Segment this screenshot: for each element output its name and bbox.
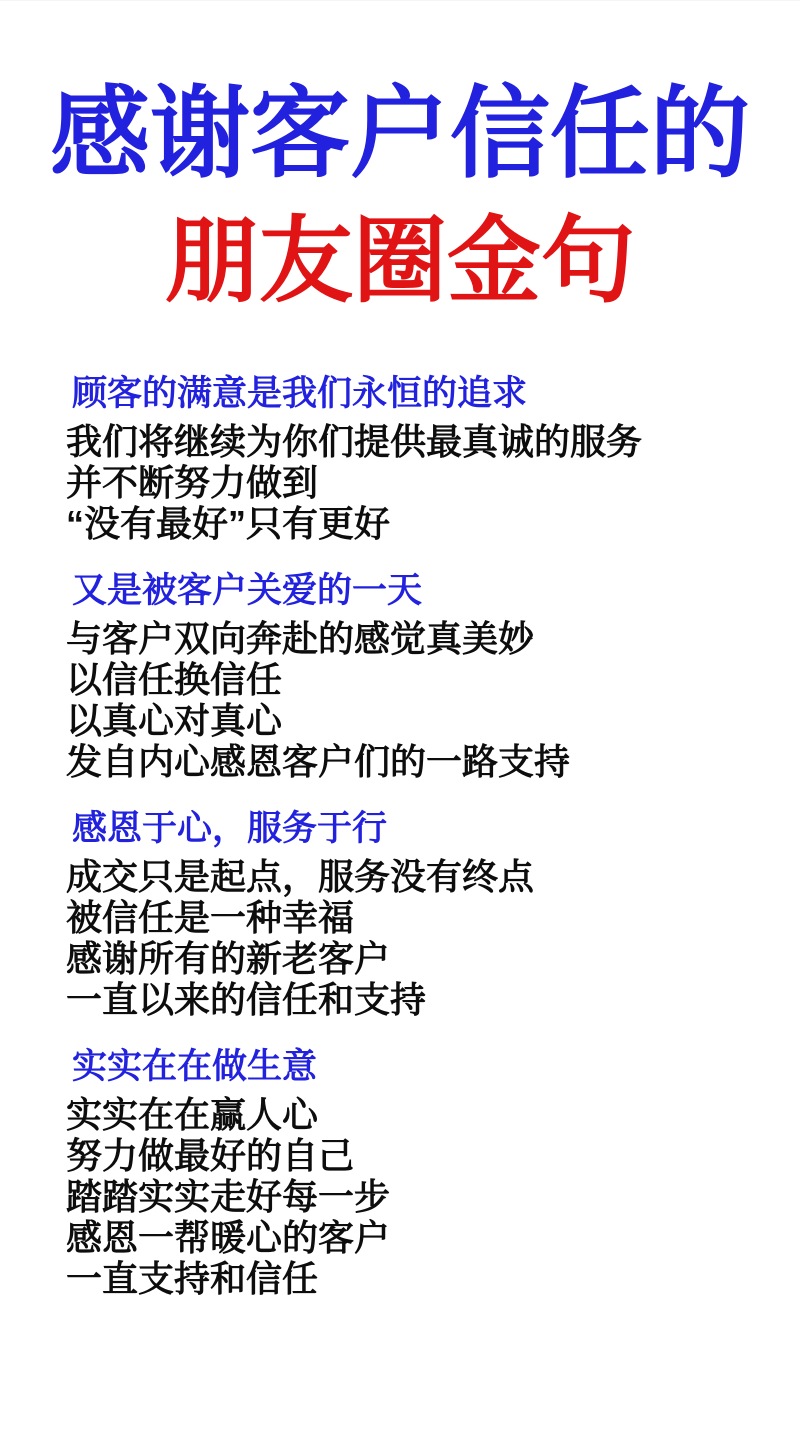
body-line: 被信任是一种幸福 [66,897,355,938]
body-line: 一直支持和信任 [66,1258,319,1299]
body-line: 以真心对真心 [66,700,283,741]
section-gratitude-service [66,808,770,1020]
section-customer-care [66,570,770,782]
section-customer-satisfaction [66,373,770,544]
body-line: “没有最好”只有更好 [66,503,391,544]
body-line: 以信任换信任 [66,659,283,700]
poster-title-primary: 感谢客户信任的 [50,78,750,190]
body-line: 与客户双向奔赴的感觉真美妙 [66,618,535,659]
body-line: 一直以来的信任和支持 [66,979,427,1020]
body-line: 实实在在赢人心 [66,1094,319,1135]
body-line: 成交只是起点，服务没有终点 [66,856,535,897]
poster-content [0,373,800,1299]
section-heading: 又是被客户关爱的一天 [72,571,423,610]
section-heading: 感恩于心，服务于行 [72,809,388,848]
body-line: 并不断努力做到 [66,462,319,503]
section-heading: 实实在在做生意 [72,1047,318,1086]
section-heading: 顾客的满意是我们永恒的追求 [72,374,528,413]
poster-title-accent: 朋友圈金句 [164,208,635,313]
body-line: 我们将继续为你们提供最真诚的服务 [66,421,643,462]
poster-title-block [0,1,800,323]
body-line: 感恩一帮暖心的客户 [66,1217,391,1258]
body-line: 踏踏实实走好每一步 [66,1176,391,1217]
body-line: 努力做最好的自己 [66,1135,355,1176]
body-line: 发自内心感恩客户们的一路支持 [66,741,571,782]
body-line: 感谢所有的新老客户 [66,938,391,979]
section-honest-business [66,1046,770,1299]
